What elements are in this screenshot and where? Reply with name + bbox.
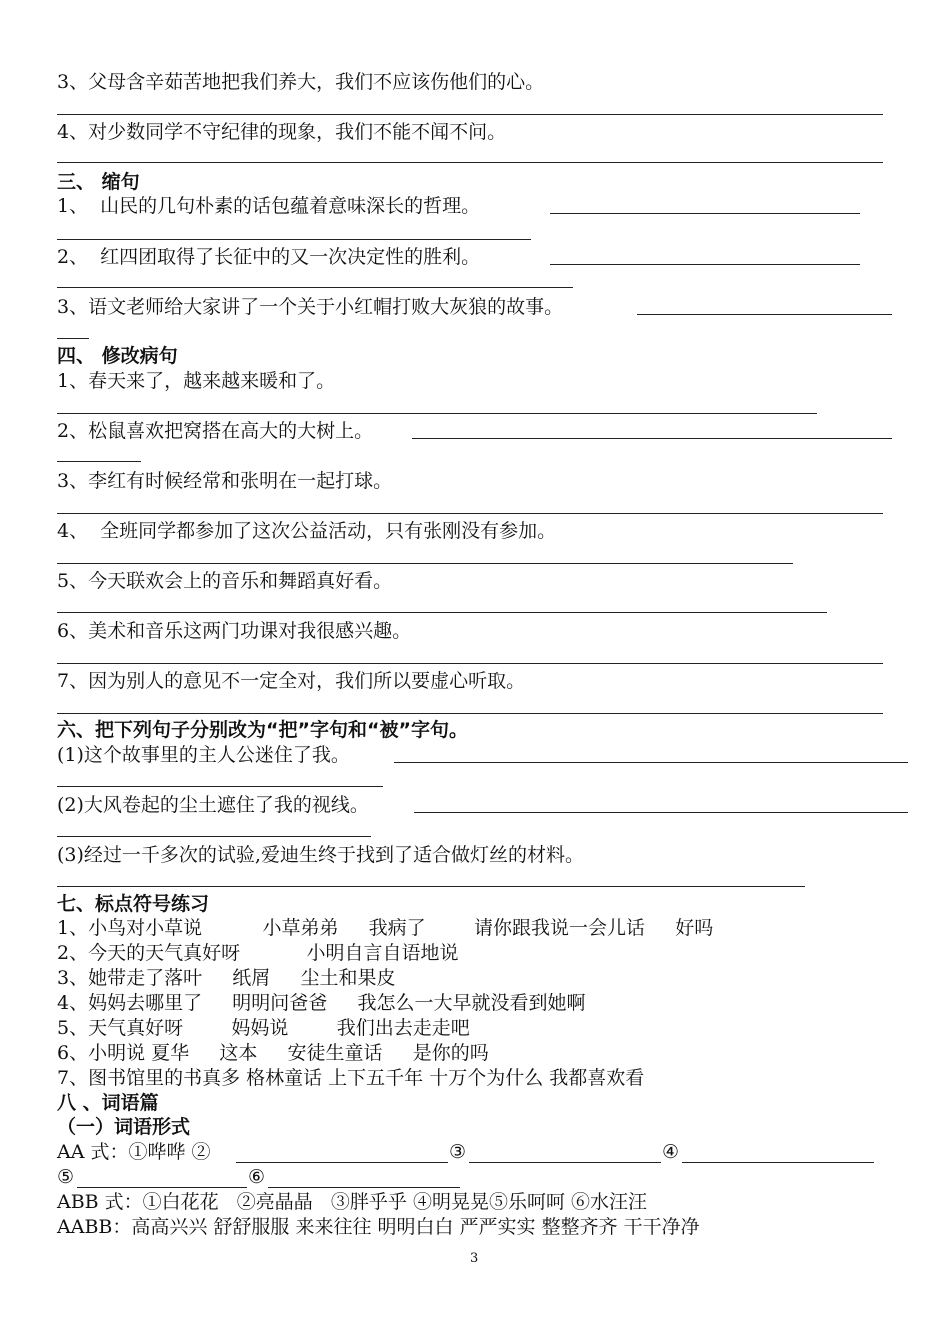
ba-bei-item-2: (2)大风卷起的尘土遮住了我的视线。 <box>57 794 369 816</box>
rewrite-item-3: 3、父母含辛茹苦地把我们养大，我们不应该伤他们的心。 <box>57 71 545 93</box>
page-number: 3 <box>470 1251 479 1266</box>
shorten-item-2: 2、 红四团取得了长征中的又一次决定性的胜利。 <box>57 246 481 268</box>
answer-line[interactable] <box>550 213 860 214</box>
answer-line[interactable] <box>414 812 908 813</box>
answer-line[interactable] <box>57 239 531 240</box>
section-heading-correct: 四、 修改病句 <box>57 345 178 367</box>
aa-slot-4: ④ <box>662 1141 680 1163</box>
punctuation-item-2: 2、今天的天气真好呀 小明自言自语地说 <box>57 942 459 964</box>
answer-line[interactable] <box>57 886 805 887</box>
correct-item-1: 1、春天来了，越来越来暖和了。 <box>57 370 336 392</box>
answer-line[interactable] <box>57 114 883 115</box>
answer-line[interactable] <box>394 762 908 763</box>
punctuation-item-5: 5、天气真好呀 妈妈说 我们出去走走吧 <box>57 1017 470 1039</box>
answer-line[interactable] <box>469 1162 661 1163</box>
subsection-heading-word-forms: （一）词语形式 <box>57 1116 191 1138</box>
answer-line[interactable] <box>57 786 383 787</box>
punctuation-item-1: 1、小鸟对小草说 小草弟弟 我病了 请你跟我说一会儿话 好吗 <box>57 917 714 939</box>
correct-item-2: 2、松鼠喜欢把窝搭在高大的大树上。 <box>57 420 374 442</box>
answer-line[interactable] <box>57 713 883 714</box>
correct-item-4: 4、 全班同学都参加了这次公益活动，只有张刚没有参加。 <box>57 520 557 542</box>
ba-bei-item-1: (1)这个故事里的主人公迷住了我。 <box>57 744 350 766</box>
correct-item-7: 7、因为别人的意见不一定全对，我们所以要虚心听取。 <box>57 670 526 692</box>
answer-line[interactable] <box>57 338 89 339</box>
correct-item-3: 3、李红有时候经常和张明在一起打球。 <box>57 470 393 492</box>
section-heading-words: 八 、词语篇 <box>57 1092 159 1114</box>
answer-line[interactable] <box>682 1162 874 1163</box>
answer-line[interactable] <box>57 413 817 414</box>
answer-line[interactable] <box>77 1187 247 1188</box>
aa-slot-3: ③ <box>449 1141 467 1163</box>
answer-line[interactable] <box>268 1187 460 1188</box>
shorten-item-3: 3、语文老师给大家讲了一个关于小红帽打败大灰狼的故事。 <box>57 296 564 318</box>
aa-slot-6: ⑥ <box>248 1166 266 1188</box>
answer-line[interactable] <box>236 1162 448 1163</box>
abb-form-line: ABB 式：①白花花 ②亮晶晶 ③胖乎乎 ④明晃晃⑤乐呵呵 ⑥水汪汪 <box>57 1191 648 1213</box>
section-heading-ba-bei: 六、把下列句子分别改为“把”字句和“被”字句。 <box>57 719 468 741</box>
ba-bei-item-3: (3)经过一千多次的试验,爱迪生终于找到了适合做灯丝的材料。 <box>57 844 584 866</box>
punctuation-item-4: 4、妈妈去哪里了 明明问爸爸 我怎么一大早就没看到她啊 <box>57 992 586 1014</box>
correct-item-6: 6、美术和音乐这两门功课对我很感兴趣。 <box>57 620 412 642</box>
answer-line[interactable] <box>57 513 883 514</box>
answer-line[interactable] <box>57 287 573 288</box>
answer-line[interactable] <box>550 264 860 265</box>
answer-line[interactable] <box>637 314 892 315</box>
aa-form-label: AA 式：①哗哗 ② <box>57 1141 211 1163</box>
section-heading-shorten: 三、 缩句 <box>57 171 140 193</box>
answer-line[interactable] <box>57 663 883 664</box>
answer-line[interactable] <box>57 461 141 462</box>
answer-line[interactable] <box>57 563 793 564</box>
answer-line[interactable] <box>57 612 827 613</box>
punctuation-item-6: 6、小明说 夏华 这本 安徒生童话 是你的吗 <box>57 1042 489 1064</box>
answer-line[interactable] <box>57 162 883 163</box>
shorten-item-1: 1、 山民的几句朴素的话包蕴着意味深长的哲理。 <box>57 195 481 217</box>
section-heading-punctuation: 七、标点符号练习 <box>57 893 210 915</box>
correct-item-5: 5、今天联欢会上的音乐和舞蹈真好看。 <box>57 570 393 592</box>
punctuation-item-7: 7、图书馆里的书真多 格林童话 上下五千年 十万个为什么 我都喜欢看 <box>57 1067 645 1089</box>
aa-slot-5: ⑤ <box>57 1166 75 1188</box>
rewrite-item-4: 4、对少数同学不守纪律的现象，我们不能不闻不问。 <box>57 121 507 143</box>
aabb-form-line: AABB：高高兴兴 舒舒服服 来来往往 明明白白 严严实实 整整齐齐 干干净净 <box>57 1216 700 1238</box>
punctuation-item-3: 3、她带走了落叶 纸屑 尘土和果皮 <box>57 967 396 989</box>
answer-line[interactable] <box>57 836 371 837</box>
answer-line[interactable] <box>412 438 892 439</box>
